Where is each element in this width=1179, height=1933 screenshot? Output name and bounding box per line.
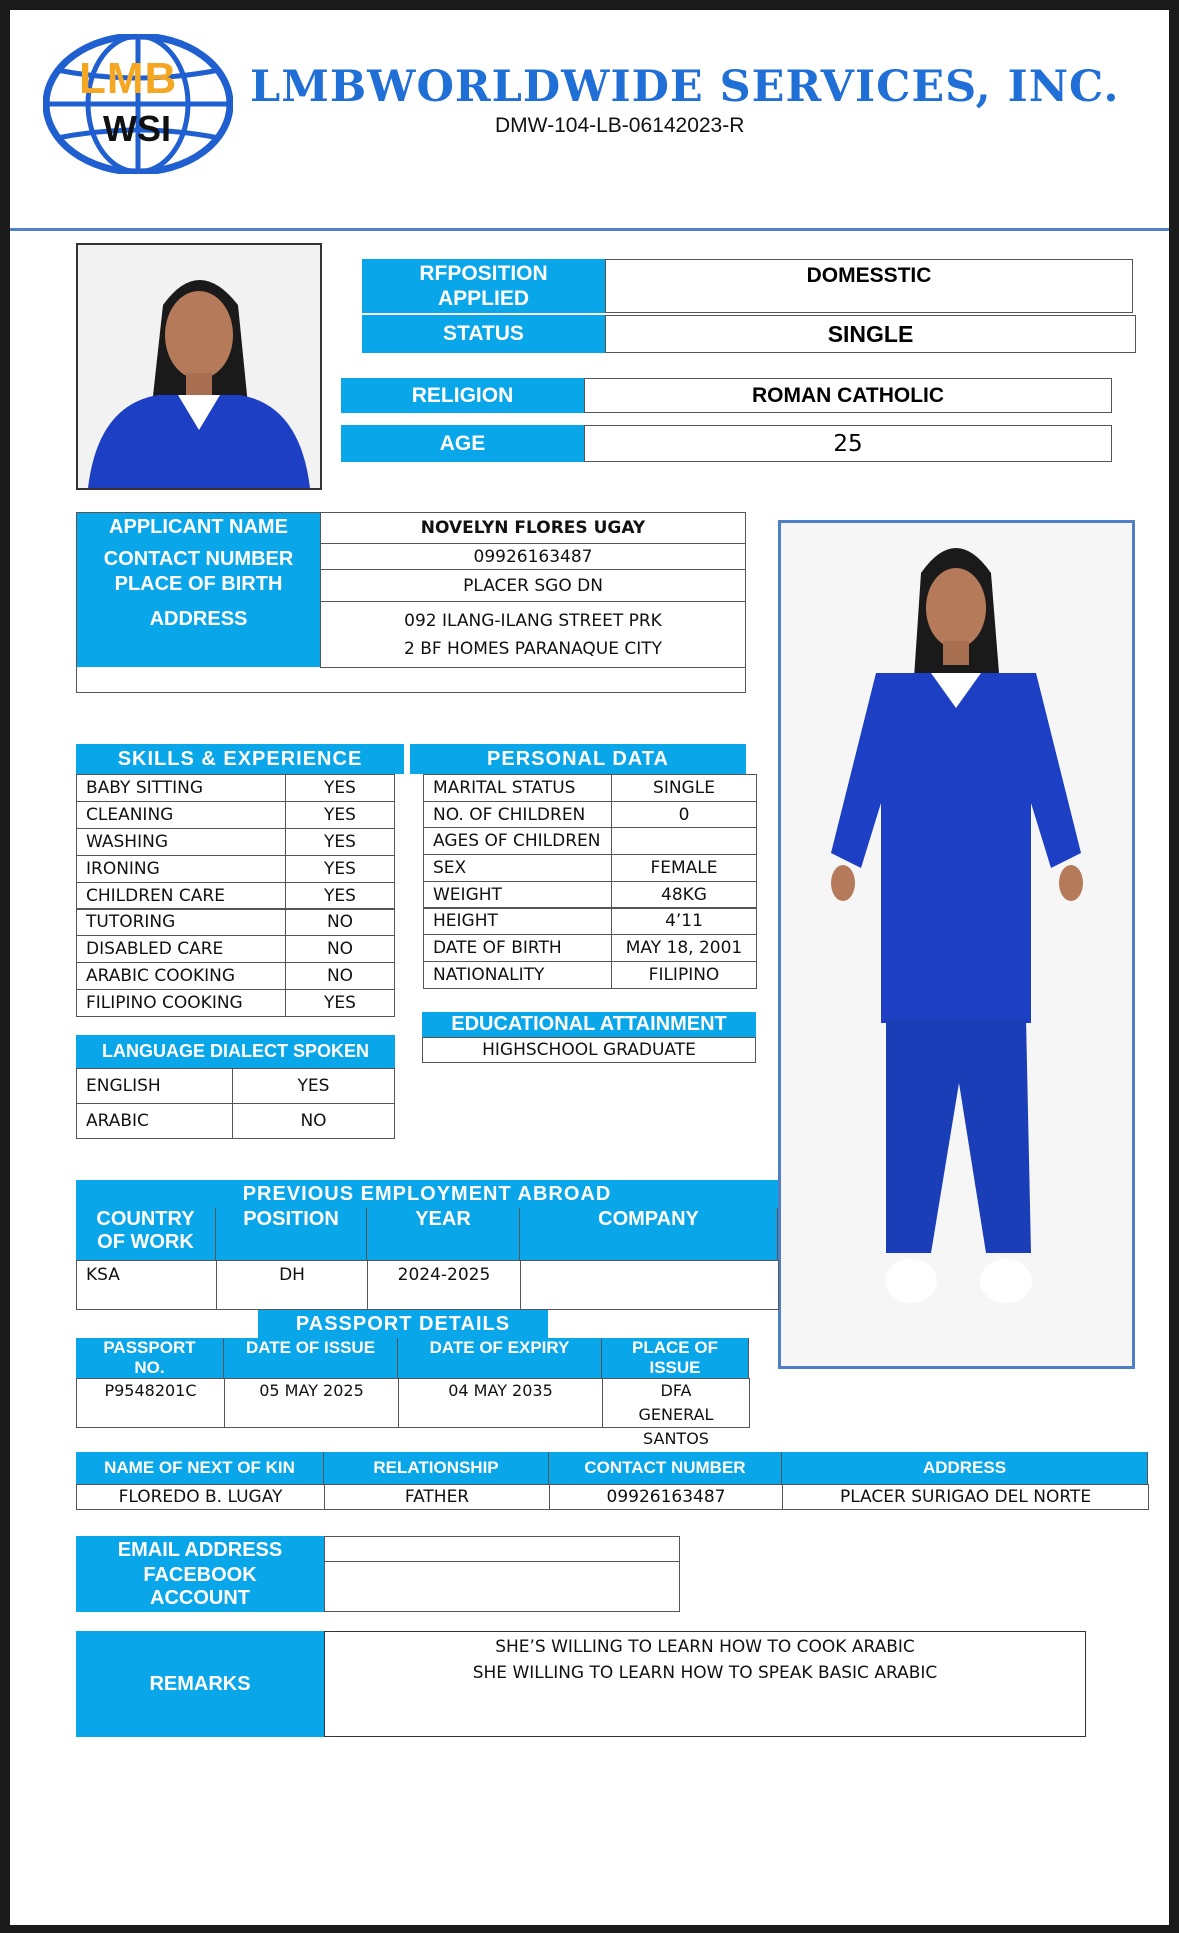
skill-row-label: IRONING (76, 855, 286, 883)
kin-value-cell: PLACER SURIGAO DEL NORTE (782, 1484, 1149, 1510)
passport-value-cell: P9548201C (76, 1378, 225, 1428)
personal-row-label: NATIONALITY (423, 961, 612, 989)
skill-row-value: YES (285, 855, 395, 883)
status-value: SINGLE (605, 315, 1136, 353)
skills-table (76, 774, 395, 1017)
headshot-person-icon (78, 245, 320, 488)
employment-cell: KSA (76, 1260, 217, 1310)
personal-row-value: SINGLE (611, 774, 757, 802)
personal-row-label: WEIGHT (423, 881, 612, 909)
personal-row-label: DATE OF BIRTH (423, 934, 612, 962)
remarks-value (324, 1631, 1086, 1737)
kin-header-cell: NAME OF NEXT OF KIN (76, 1452, 324, 1484)
position-label: RFPOSITION APPLIED (362, 259, 605, 313)
skill-row-value: YES (285, 801, 395, 829)
kin-value-cell: FATHER (324, 1484, 550, 1510)
religion-label: RELIGION (341, 378, 584, 413)
logo-text-wsi: WSI (103, 108, 171, 149)
skill-row-value: NO (285, 935, 395, 963)
skill-row-value: YES (285, 989, 395, 1017)
passport-value-cell: DFA GENERAL SANTOS (602, 1378, 750, 1428)
skill-row-label: DISABLED CARE (76, 935, 286, 963)
skill-row-label: TUTORING (76, 909, 286, 937)
passport-header-cell: DATE OF EXPIRY (398, 1338, 602, 1378)
personal-row-value: FILIPINO (611, 961, 757, 989)
remarks-line-2: SHE WILLING TO LEARN HOW TO SPEAK BASIC ARABIC (472, 1663, 938, 1683)
company-name: LMBWORLDWIDE SERVICES, INC. (250, 62, 1120, 112)
employment-cell: DH (216, 1260, 368, 1310)
position-value: DOMESSTIC (605, 259, 1133, 313)
personal-row-label: NO. OF CHILDREN (423, 801, 612, 829)
employment-cell: 2024-2025 (367, 1260, 521, 1310)
skill-row-value: YES (285, 774, 395, 802)
skill-row-label: CHILDREN CARE (76, 882, 286, 910)
personal-table (423, 774, 757, 990)
language-row-label: ARABIC (76, 1103, 233, 1139)
kin-header-cell: ADDRESS (782, 1452, 1148, 1484)
personal-row-value: 0 (611, 801, 757, 829)
personal-row-value (611, 827, 757, 855)
passport-title: PASSPORT DETAILS (258, 1310, 548, 1338)
language-row-value: YES (232, 1068, 395, 1104)
license-number: DMW-104-LB-06142023-R (495, 114, 745, 137)
email-label: EMAIL ADDRESS (117, 1538, 283, 1561)
personal-row-label: MARITAL STATUS (423, 774, 612, 802)
employment-header-cell: COMPANY (520, 1208, 778, 1260)
skill-row-label: CLEANING (76, 801, 286, 829)
personal-row-value: 48KG (611, 881, 757, 909)
email-value (324, 1536, 680, 1562)
kin-table (76, 1452, 1148, 1512)
passport-header-cell: PLACE OF ISSUE (602, 1338, 749, 1378)
skill-row-label: ARABIC COOKING (76, 962, 286, 990)
age-value: 25 (584, 425, 1112, 462)
place-of-birth-value: PLACER SGO DN (320, 569, 746, 602)
age-label: AGE (341, 425, 584, 462)
biodata-page (10, 10, 1169, 1925)
language-title: LANGUAGE DIALECT SPOKEN (76, 1035, 395, 1068)
education-title: EDUCATIONAL ATTAINMENT (422, 1012, 756, 1037)
contact-number-value: 09926163487 (320, 543, 746, 570)
facebook-label: FACEBOOK ACCOUNT (143, 1564, 257, 1609)
personal-title: PERSONAL DATA (410, 744, 746, 774)
facebook-value (324, 1561, 680, 1612)
passport-value-cell: 05 MAY 2025 (224, 1378, 399, 1428)
address-label: ADDRESS (149, 607, 248, 630)
kin-header-cell: RELATIONSHIP (324, 1452, 549, 1484)
applicant-name-value: NOVELYN FLORES UGAY (320, 512, 746, 544)
skill-row-label: BABY SITTING (76, 774, 286, 802)
language-table (76, 1068, 395, 1138)
language-row-label: ENGLISH (76, 1068, 233, 1104)
employment-header-cell: COUNTRY OF WORK (76, 1208, 216, 1260)
address-line-1: 092 ILANG-ILANG STREET PRK (404, 611, 662, 631)
education-value: HIGHSCHOOL GRADUATE (422, 1037, 756, 1063)
personal-row-label: HEIGHT (423, 908, 612, 936)
employment-title: PREVIOUS EMPLOYMENT ABROAD (76, 1180, 778, 1208)
skill-row-label: WASHING (76, 828, 286, 856)
employment-cell (520, 1260, 779, 1310)
address-value (320, 601, 746, 668)
skill-row-value: YES (285, 882, 395, 910)
place-of-birth-label: PLACE OF BIRTH (114, 572, 283, 595)
personal-row-value: 4’11 (611, 908, 757, 936)
employment-header-cell: POSITION (216, 1208, 367, 1260)
language-row-value: NO (232, 1103, 395, 1139)
contact-number-label: CONTACT NUMBER (103, 547, 294, 570)
kin-value-cell: 09926163487 (549, 1484, 783, 1510)
remarks-label: REMARKS (76, 1631, 324, 1737)
skill-row-value: NO (285, 962, 395, 990)
headshot-photo (76, 243, 322, 490)
skill-row-value: NO (285, 909, 395, 937)
skills-title: SKILLS & EXPERIENCE (76, 744, 404, 774)
company-logo (43, 34, 233, 174)
employment-table (76, 1208, 778, 1310)
passport-table (76, 1338, 749, 1448)
religion-value: ROMAN CATHOLIC (584, 378, 1112, 413)
remarks-line-1: SHE’S WILLING TO LEARN HOW TO COOK ARABIC (495, 1637, 915, 1657)
personal-row-label: SEX (423, 854, 612, 882)
logo-text-lmb: LMB (79, 54, 178, 103)
personal-row-value: MAY 18, 2001 (611, 934, 757, 962)
personal-row-value: FEMALE (611, 854, 757, 882)
full-body-photo (778, 520, 1135, 1369)
passport-value-cell: 04 MAY 2035 (398, 1378, 603, 1428)
passport-header-cell: DATE OF ISSUE (224, 1338, 398, 1378)
address-line-2: 2 BF HOMES PARANAQUE CITY (403, 639, 663, 659)
kin-value-cell: FLOREDO B. LUGAY (76, 1484, 325, 1510)
personal-row-label: AGES OF CHILDREN (423, 827, 612, 855)
skill-row-value: YES (285, 828, 395, 856)
employment-header-cell: YEAR (367, 1208, 520, 1260)
kin-header-cell: CONTACT NUMBER (549, 1452, 782, 1484)
header-divider (10, 228, 1169, 231)
full-body-person-icon (781, 523, 1132, 1366)
status-label: STATUS (362, 315, 605, 353)
skill-row-label: FILIPINO COOKING (76, 989, 286, 1017)
passport-header-cell: PASSPORT NO. (76, 1338, 224, 1378)
applicant-name-label: APPLICANT NAME (109, 515, 288, 538)
